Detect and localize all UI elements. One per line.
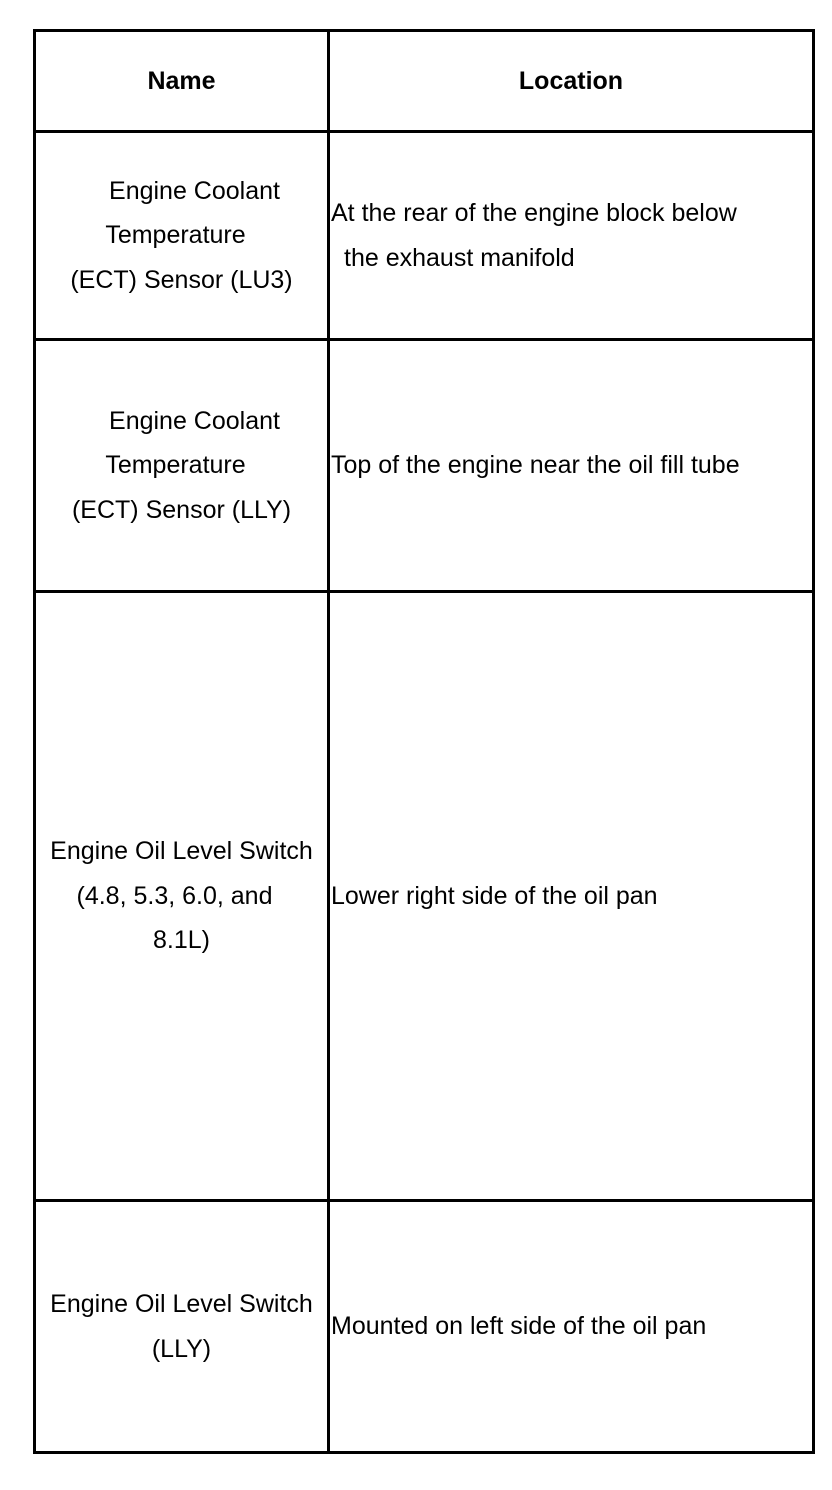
table-row xyxy=(35,1201,814,1453)
table-row xyxy=(35,340,814,592)
table-row xyxy=(35,132,814,340)
component-location-table-wrapper xyxy=(33,29,815,1454)
location-line: Lower right side of the oil pan xyxy=(331,881,658,910)
name-line: (4.8, 5.3, 6.0, and xyxy=(76,881,273,910)
column-header-name: Name xyxy=(35,31,329,132)
component-location-table xyxy=(33,29,815,1454)
name-line: Temperature xyxy=(105,221,246,250)
name-line: Temperature xyxy=(105,451,246,480)
location-line: the exhaust manifold xyxy=(344,243,575,272)
table-row xyxy=(35,592,814,1201)
location-line: Top of the engine near the oil fill tube xyxy=(331,451,740,480)
column-header-location: Location xyxy=(329,31,814,132)
name-line: (LLY) xyxy=(151,1334,212,1363)
name-line: (ECT) Sensor (LLY) xyxy=(71,495,292,524)
name-cell xyxy=(35,592,329,1201)
name-line: Engine Oil Level Switch xyxy=(50,837,313,866)
location-cell xyxy=(329,592,814,1201)
name-cell xyxy=(35,1201,329,1453)
location-cell xyxy=(329,1201,814,1453)
name-line: Engine Coolant xyxy=(109,406,280,435)
name-line: (ECT) Sensor (LU3) xyxy=(70,265,293,294)
location-line: Mounted on left side of the oil pan xyxy=(331,1312,707,1341)
name-line: 8.1L) xyxy=(153,926,210,955)
name-line: Engine Coolant xyxy=(109,176,280,205)
location-cell xyxy=(329,132,814,340)
name-cell xyxy=(35,132,329,340)
name-cell xyxy=(35,340,329,592)
table-header-row xyxy=(35,31,814,132)
location-cell xyxy=(329,340,814,592)
location-line: At the rear of the engine block below xyxy=(331,199,737,227)
name-line: Engine Oil Level Switch xyxy=(50,1290,313,1318)
